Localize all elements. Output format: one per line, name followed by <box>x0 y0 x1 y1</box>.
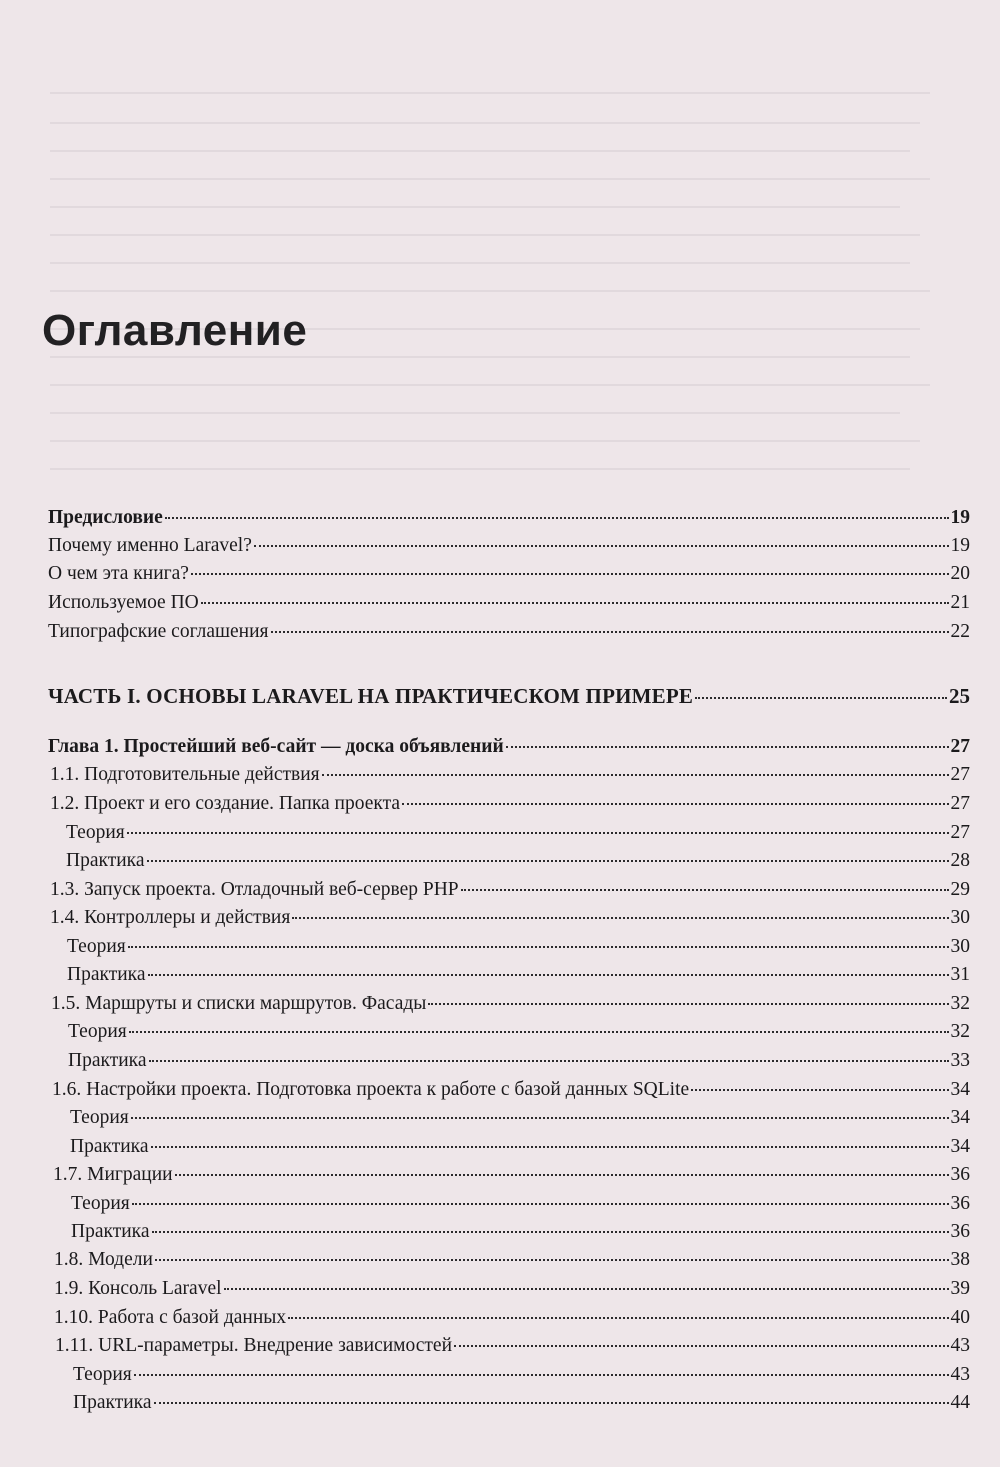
toc-entry-page: 32 <box>950 1021 970 1042</box>
toc-entry-label: Глава 1. Простейший веб-сайт — доска объявлений <box>48 736 504 757</box>
toc-entry-label: Почему именно Laravel? <box>48 535 252 556</box>
toc-entry-page: 19 <box>950 535 970 556</box>
toc-entry-page: 36 <box>950 1164 970 1185</box>
dot-leader <box>149 1059 949 1062</box>
toc-entry-page: 39 <box>950 1278 970 1299</box>
toc-entry-label: 1.1. Подготовительные действия <box>50 764 320 785</box>
dot-leader <box>175 1173 949 1176</box>
dot-leader <box>191 572 949 575</box>
toc-entry-page: 30 <box>950 936 970 957</box>
toc-entry-preface[interactable] <box>48 506 970 530</box>
toc-entry[interactable] <box>48 591 970 615</box>
toc-entry-page: 21 <box>950 592 970 613</box>
toc-entry-page: 40 <box>950 1307 970 1328</box>
dot-leader <box>224 1287 949 1290</box>
toc-entry[interactable] <box>73 1391 970 1415</box>
toc-entry-label: 1.7. Миграции <box>53 1164 173 1185</box>
dot-leader <box>506 745 949 748</box>
toc-entry[interactable] <box>66 849 970 873</box>
toc-entry-page: 30 <box>950 907 970 928</box>
toc-entry-label: Теория <box>71 1193 130 1214</box>
toc-entry-label: Теория <box>68 1021 127 1042</box>
dot-leader <box>271 630 949 633</box>
toc-entry-label: Теория <box>73 1364 132 1385</box>
toc-entry-page: 19 <box>950 507 970 528</box>
toc-entry-page: 28 <box>950 850 970 871</box>
dot-leader <box>132 1202 949 1205</box>
toc-entry-label: 1.9. Консоль Laravel <box>54 1278 222 1299</box>
dot-leader <box>131 1116 949 1119</box>
toc-entry-label: Практика <box>66 850 145 871</box>
toc-entry-page: 36 <box>950 1193 970 1214</box>
dot-leader <box>134 1373 949 1376</box>
toc-entry[interactable] <box>50 878 970 902</box>
toc-entry-page: 27 <box>950 764 970 785</box>
toc-entry[interactable] <box>55 1334 970 1358</box>
toc-entry-page: 25 <box>949 684 970 708</box>
dot-leader <box>147 859 949 862</box>
toc-entry[interactable] <box>71 1192 970 1216</box>
toc-entry[interactable] <box>50 763 970 787</box>
toc-entry-label: 1.10. Работа с базой данных <box>54 1307 287 1328</box>
toc-entry-label: 1.8. Модели <box>54 1249 153 1270</box>
toc-entry-label: Практика <box>73 1392 152 1413</box>
toc-entry[interactable] <box>48 534 970 558</box>
toc-entry[interactable] <box>71 1220 970 1244</box>
toc-entry-page: 27 <box>950 793 970 814</box>
toc-entry[interactable] <box>70 1135 970 1159</box>
toc-entry[interactable] <box>70 1106 970 1130</box>
toc-entry[interactable] <box>68 1020 970 1044</box>
dot-leader <box>129 1030 949 1033</box>
toc-entry-label: Теория <box>67 936 126 957</box>
dot-leader <box>201 601 949 604</box>
toc-entry-label: Практика <box>70 1136 149 1157</box>
dot-leader <box>165 516 949 519</box>
toc-entry-label: Практика <box>68 1050 147 1071</box>
toc-entry-label: О чем эта книга? <box>48 563 189 584</box>
toc-entry-label: Практика <box>67 964 146 985</box>
toc-entry-page: 33 <box>950 1050 970 1071</box>
dot-leader <box>695 696 947 699</box>
dot-leader <box>428 1002 948 1005</box>
toc-entry[interactable] <box>48 620 970 644</box>
toc-entry-page: 44 <box>950 1392 970 1413</box>
dot-leader <box>127 831 949 834</box>
toc-entry-label: Используемое ПО <box>48 592 199 613</box>
dot-leader <box>322 773 949 776</box>
toc-entry[interactable] <box>50 792 970 816</box>
toc-entry-label: 1.4. Контроллеры и действия <box>50 907 291 928</box>
dot-leader <box>292 916 948 919</box>
toc-entry-page: 34 <box>950 1136 970 1157</box>
toc-entry-chapter[interactable] <box>48 735 970 759</box>
toc-entry-page: 38 <box>950 1249 970 1270</box>
toc-entry-page: 43 <box>950 1335 970 1356</box>
toc-entry[interactable] <box>54 1248 970 1272</box>
page-title: Оглавление <box>42 306 308 355</box>
toc-entry[interactable] <box>54 1277 970 1301</box>
toc-entry-page: 27 <box>950 736 970 757</box>
toc-entry-page: 31 <box>950 964 970 985</box>
dot-leader <box>454 1344 949 1347</box>
dot-leader <box>691 1088 948 1091</box>
toc-entry[interactable] <box>67 963 970 987</box>
toc-entry-page: 29 <box>950 879 970 900</box>
toc-entry[interactable] <box>73 1363 970 1387</box>
toc-entry[interactable] <box>54 1306 970 1330</box>
toc-entry-page: 36 <box>950 1221 970 1242</box>
dot-leader <box>254 544 949 547</box>
dot-leader <box>288 1316 948 1319</box>
toc-entry[interactable] <box>66 821 970 845</box>
toc-entry-page: 27 <box>950 822 970 843</box>
toc-entry-page: 34 <box>950 1079 970 1100</box>
toc-entry-page: 22 <box>950 621 970 642</box>
toc-entry-page: 34 <box>950 1107 970 1128</box>
toc-entry[interactable] <box>53 1163 970 1187</box>
toc-entry-label: 1.5. Маршруты и списки маршрутов. Фасады <box>51 993 427 1014</box>
dot-leader <box>402 802 948 805</box>
dot-leader <box>155 1258 949 1261</box>
dot-leader <box>151 1145 949 1148</box>
toc-entry[interactable] <box>51 992 970 1016</box>
toc-entry-label: Типографские соглашения <box>48 621 269 642</box>
toc-entry[interactable] <box>48 562 970 586</box>
toc-entry-label: 1.3. Запуск проекта. Отладочный веб-сервер PHP <box>50 879 459 900</box>
toc-entry-page: 20 <box>950 563 970 584</box>
toc-entry-label: 1.2. Проект и его создание. Папка проекта <box>50 793 401 814</box>
toc-entry-page: 43 <box>950 1364 970 1385</box>
toc-entry[interactable] <box>50 906 970 930</box>
toc-entry-label: Теория <box>70 1107 129 1128</box>
toc-entry-page: 32 <box>950 993 970 1014</box>
dot-leader <box>154 1401 949 1404</box>
dot-leader <box>461 888 949 891</box>
dot-leader <box>152 1230 949 1233</box>
toc-entry-label: ЧАСТЬ I. ОСНОВЫ LARAVEL НА ПРАКТИЧЕСКОМ ПРИМЕРЕ <box>48 684 694 708</box>
toc-entry-label: 1.6. Настройки проекта. Подготовка проекта к работе с базой данных SQLite <box>52 1079 690 1100</box>
toc-entry[interactable] <box>68 1049 970 1073</box>
dot-leader <box>128 945 949 948</box>
toc-entry-label: Предисловие <box>48 507 163 528</box>
toc-entry-label: 1.11. URL-параметры. Внедрение зависимостей <box>55 1335 452 1356</box>
toc-entry-label: Практика <box>71 1221 150 1242</box>
toc-entry-label: Теория <box>66 822 125 843</box>
toc-entry[interactable] <box>67 935 970 959</box>
toc-entry[interactable] <box>52 1078 970 1102</box>
toc-entry-part[interactable] <box>48 684 970 708</box>
dot-leader <box>148 973 949 976</box>
